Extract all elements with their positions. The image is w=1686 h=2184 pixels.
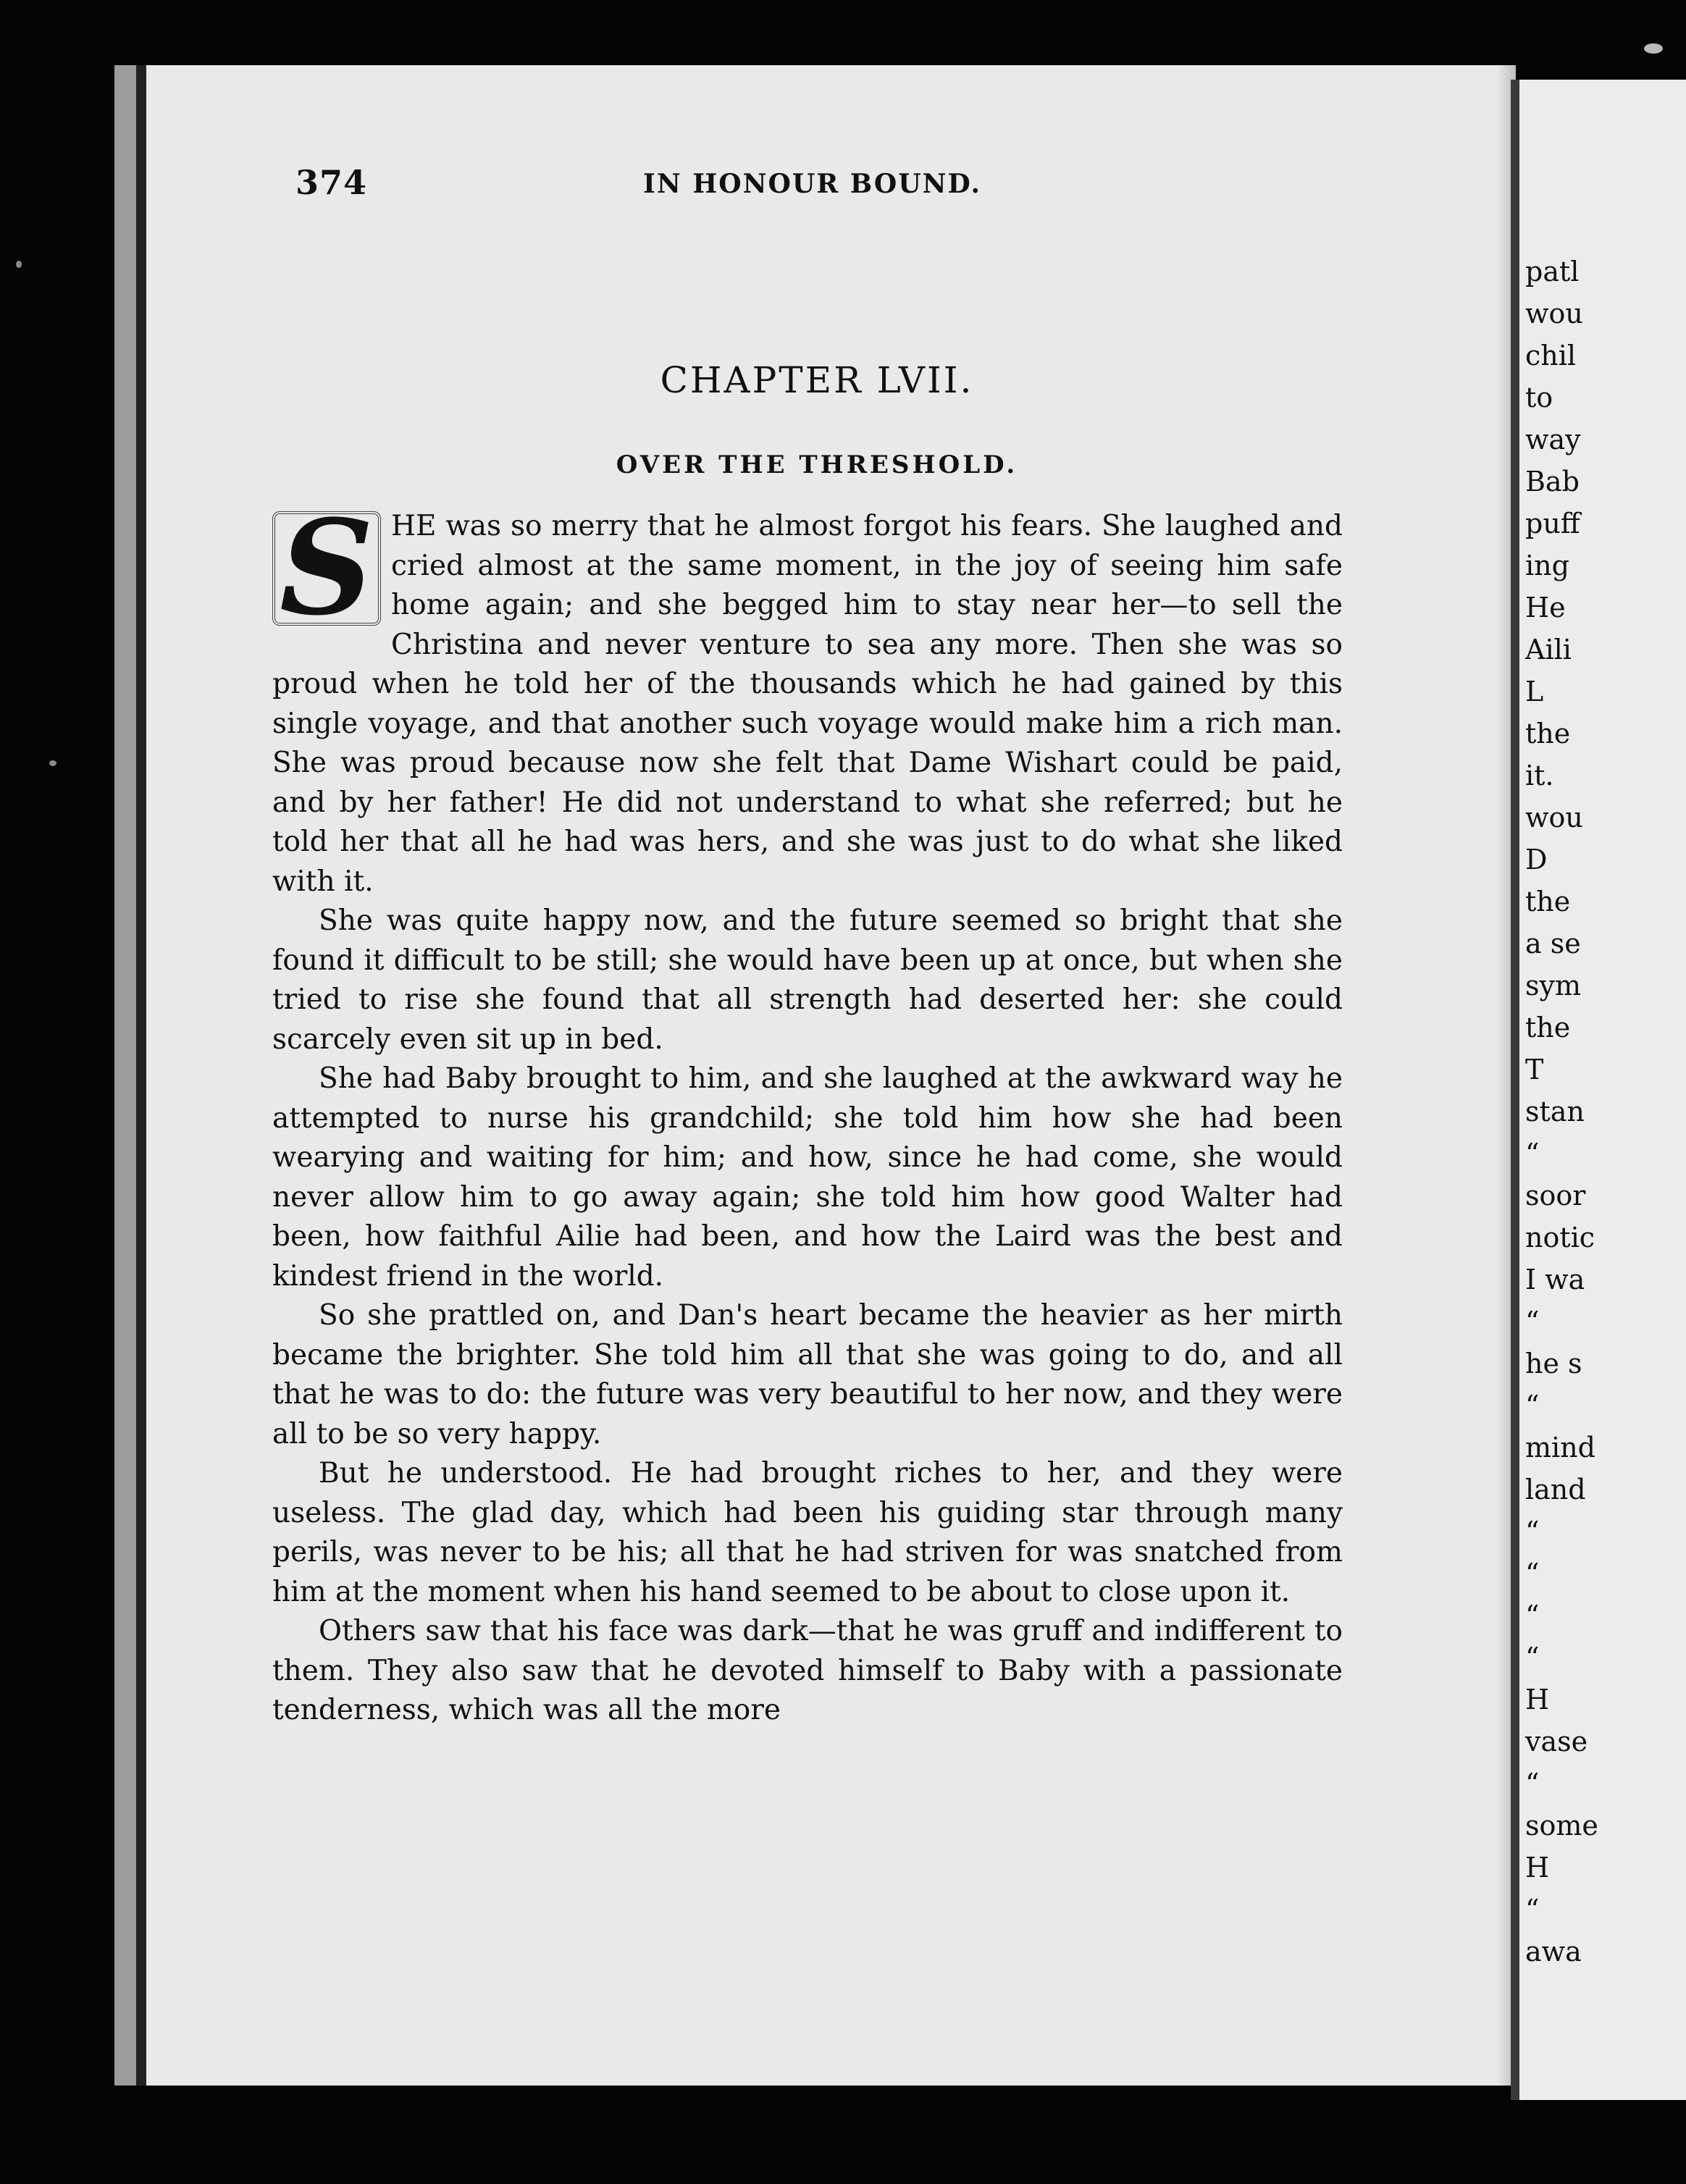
facing-page-line: “	[1525, 1390, 1540, 1421]
facing-page-line: puff	[1525, 508, 1580, 539]
facing-page-line: H	[1525, 1852, 1550, 1883]
facing-page-line: “	[1525, 1138, 1540, 1169]
paragraph-text: HE was so merry that he almost forgot his fears. She laughed and cried almost at the same moment, in the joy of seeing him safe home again; and she begged him to stay near her—to sell the Christina and never venture to sea any more. Then she was so proud when he told her of the thousands which he had gained by this single voyage, and that another such voyage would make him a rich man. She was proud because now she felt that Dame Wishart could be paid, and by her father! He did not understand to what she referred; but he told her that all he had was hers, and she was just to do what she liked with it.	[272, 510, 1343, 898]
scan-speck	[49, 760, 56, 766]
paragraph: She was quite happy now, and the future seemed so bright that she found it difficult to be still; she would have been up at once, but when she tried to rise she found that all strength had deserted her: she could scarcely even sit up in bed.	[272, 904, 1343, 1056]
facing-page-line: wou	[1525, 298, 1583, 329]
facing-page-line: way	[1525, 424, 1581, 455]
facing-page-line: chil	[1525, 340, 1577, 371]
facing-page-line: L	[1525, 676, 1544, 707]
facing-page-line: it.	[1525, 760, 1554, 791]
facing-page-line: He	[1525, 592, 1566, 623]
facing-page	[1511, 80, 1686, 2100]
chapter-subtitle: OVER THE THRESHOLD.	[616, 450, 1018, 479]
facing-page-line: vase	[1525, 1726, 1588, 1757]
facing-page-line: I wa	[1525, 1264, 1585, 1295]
facing-page-line: Bab	[1525, 466, 1580, 497]
facing-page-line: “	[1525, 1306, 1540, 1337]
facing-page-line: land	[1525, 1474, 1586, 1505]
facing-page-line: “	[1525, 1642, 1540, 1673]
running-head	[295, 163, 1360, 206]
chapter-title: CHAPTER LVII.	[660, 359, 974, 401]
facing-page-line: H	[1525, 1684, 1550, 1715]
facing-page-line: he s	[1525, 1348, 1582, 1379]
facing-page-line: “	[1525, 1768, 1540, 1799]
scan-speck	[16, 261, 22, 268]
drop-cap: S	[272, 511, 381, 626]
facing-page-line: “	[1525, 1894, 1540, 1925]
paragraph: She had Baby brought to him, and she laughed at the awkward way he attempted to nurse his grandchild; she told him how she had been wearying and waiting for him; and how, since he had come, she would never allow him to go away again; she told him how good Walter had been, how faithful Ailie had been, and how the Laird was the best and kindest friend in the world.	[272, 1062, 1343, 1293]
facing-page-line: stan	[1525, 1096, 1585, 1127]
facing-page-line: the	[1525, 1012, 1571, 1043]
facing-page-text	[1525, 251, 1598, 1973]
facing-page-line: “	[1525, 1516, 1540, 1547]
facing-page-line: a se	[1525, 928, 1581, 959]
facing-page-line: notic	[1525, 1222, 1595, 1253]
facing-page-line: ing	[1525, 550, 1569, 581]
facing-page-line: patl	[1525, 256, 1580, 287]
facing-page-line: Aili	[1525, 634, 1572, 665]
facing-page-line: T	[1525, 1054, 1544, 1085]
paragraph: So she prattled on, and Dan's heart became the heavier as her mirth became the brighter. She told him all that she was going to do, and all that he was to do: the future was very beautiful to her now, and they were all to be so very happy.	[272, 1299, 1343, 1450]
chapter-body	[272, 492, 1343, 1731]
page-number: 374	[295, 163, 368, 202]
paragraph: But he understood. He had brought riches to her, and they were useless. The glad day, which had been his guiding star through many perils, was never to be his; all that he had striven for was snatched from him at the moment when his hand seemed to be about to close upon it.	[272, 1457, 1343, 1608]
facing-page-line: “	[1525, 1558, 1540, 1589]
facing-page-line: some	[1525, 1810, 1598, 1841]
facing-page-line: D	[1525, 844, 1548, 875]
facing-page-line: mind	[1525, 1432, 1595, 1463]
facing-page-line: “	[1525, 1600, 1540, 1631]
facing-page-line: soor	[1525, 1180, 1586, 1211]
running-title: IN HONOUR BOUND.	[643, 169, 981, 199]
scan-speck	[1644, 43, 1663, 54]
facing-page-line: the	[1525, 886, 1571, 917]
facing-page-line: wou	[1525, 802, 1583, 833]
paragraph	[272, 492, 1343, 902]
facing-page-line: the	[1525, 718, 1571, 749]
facing-page-line: to	[1525, 382, 1553, 413]
paragraph: Others saw that his face was dark—that he was gruff and indifferent to them. They also saw that he devoted himself to Baby with a passionate tenderness, which was all the more	[272, 1615, 1343, 1726]
facing-page-line: sym	[1525, 970, 1582, 1001]
facing-page-line: awa	[1525, 1936, 1582, 1967]
